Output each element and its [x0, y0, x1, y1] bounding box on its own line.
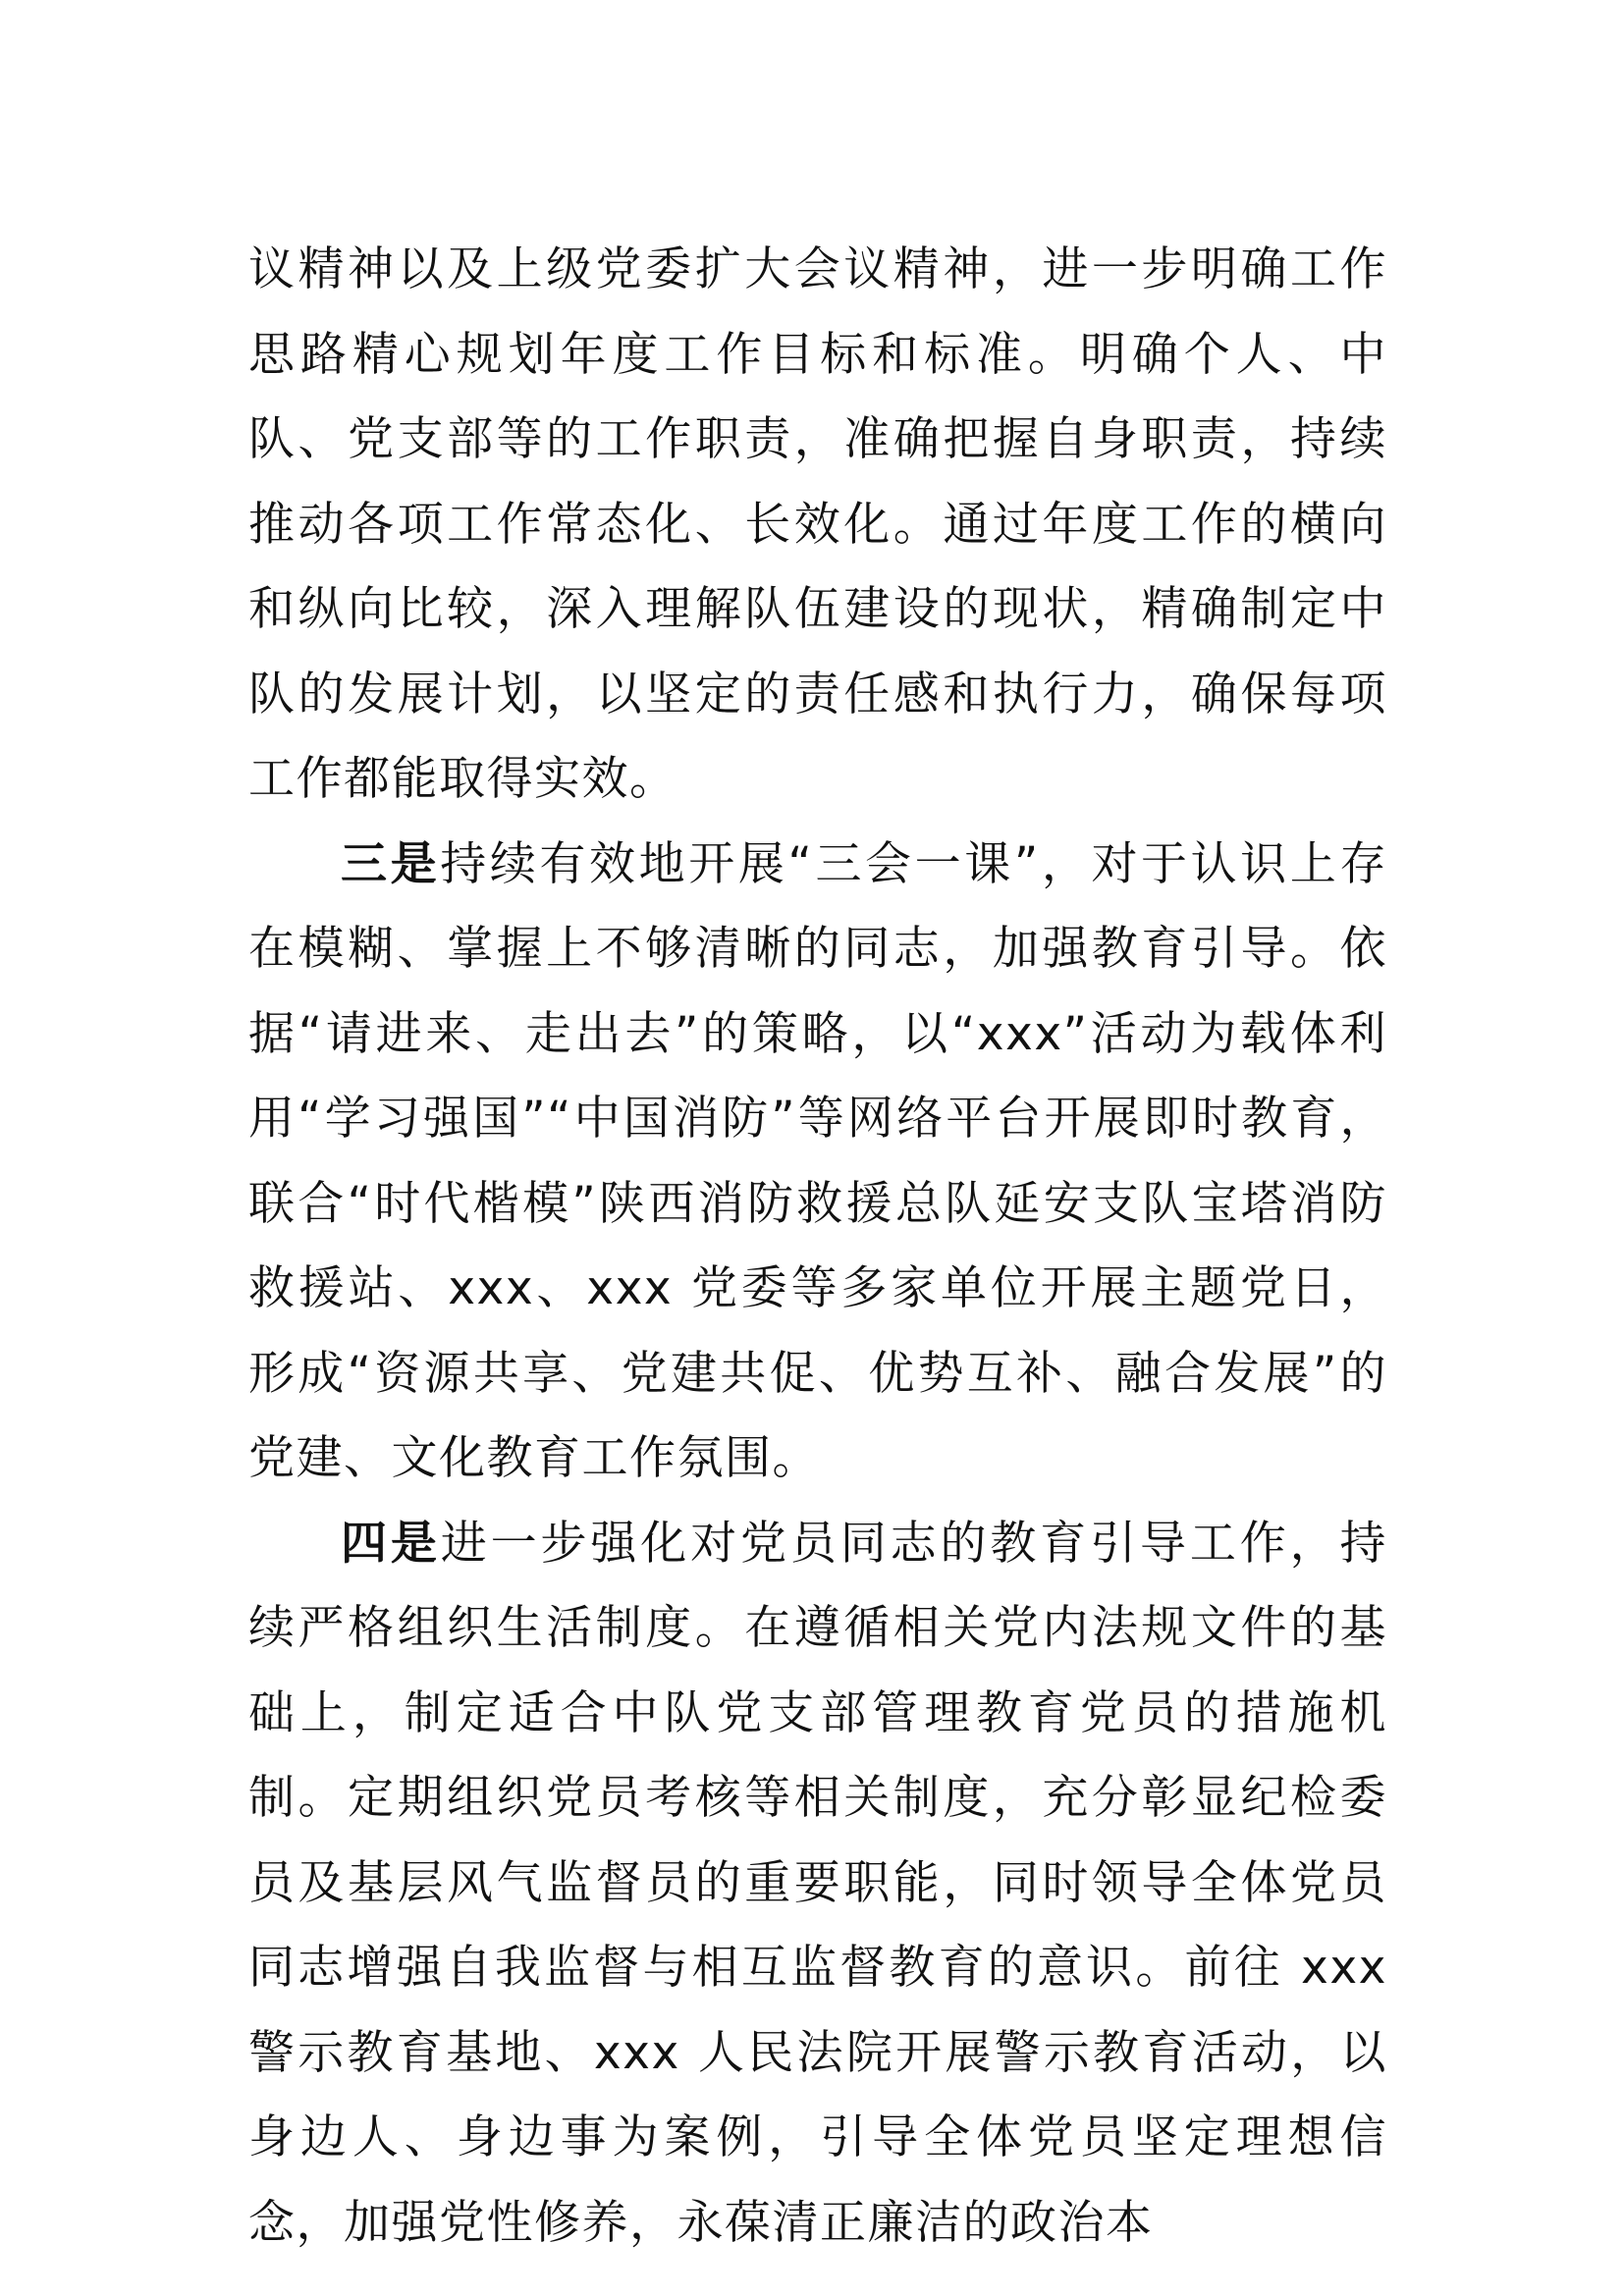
- document-body: [248, 228, 1387, 2266]
- paragraph-text: 持续有效地开展“三会一课”，对于认识上存在模糊、掌握上不够清晰的同志，加强教育引导。依据“请进来、走出去”的策略，以“xxx”活动为载体利用“学习强国”“中国消防”等网络平台开展即时教育，联合“时代楷模”陕西消防救援总队延安支队宝塔消防救援站、xxx、xxx 党委等多家单位开展主题党日，形成“资源共享、党建共促、优势互补、融合发展”的党建、文化教育工作氛围。: [248, 836, 1387, 1485]
- paragraph-text: 进一步强化对党员同志的教育引导工作，持续严格组织生活制度。在遵循相关党内法规文件的基础上，制定适合中队党支部管理教育党员的措施机制。定期组织党员考核等相关制度，充分彰显纪检委员及基层风气监督员的重要职能，同时领导全体党员同志增强自我监督与相互监督教育的意识。前往 xxx 警示教育基地、xxx 人民法院开展警示教育活动，以身边人、身边事为案例，引导全体党员坚定理想信念，加强党性修养，永葆清正廉洁的政治本: [248, 1516, 1387, 2250]
- paragraph-lead: 三是: [341, 836, 441, 891]
- paragraph-continued: [248, 228, 1387, 823]
- paragraph-lead: 四是: [341, 1516, 441, 1571]
- paragraph-four: [248, 1502, 1387, 2267]
- paragraph-three: [248, 823, 1387, 1502]
- paragraph-text: 议精神以及上级党委扩大会议精神，进一步明确工作思路精心规划年度工作目标和标准。明确个人、中队、党支部等的工作职责，准确把握自身职责，持续推动各项工作常态化、长效化。通过年度工作的横向和纵向比较，深入理解队伍建设的现状，精确制定中队的发展计划，以坚定的责任感和执行力，确保每项工作都能取得实效。: [248, 242, 1387, 806]
